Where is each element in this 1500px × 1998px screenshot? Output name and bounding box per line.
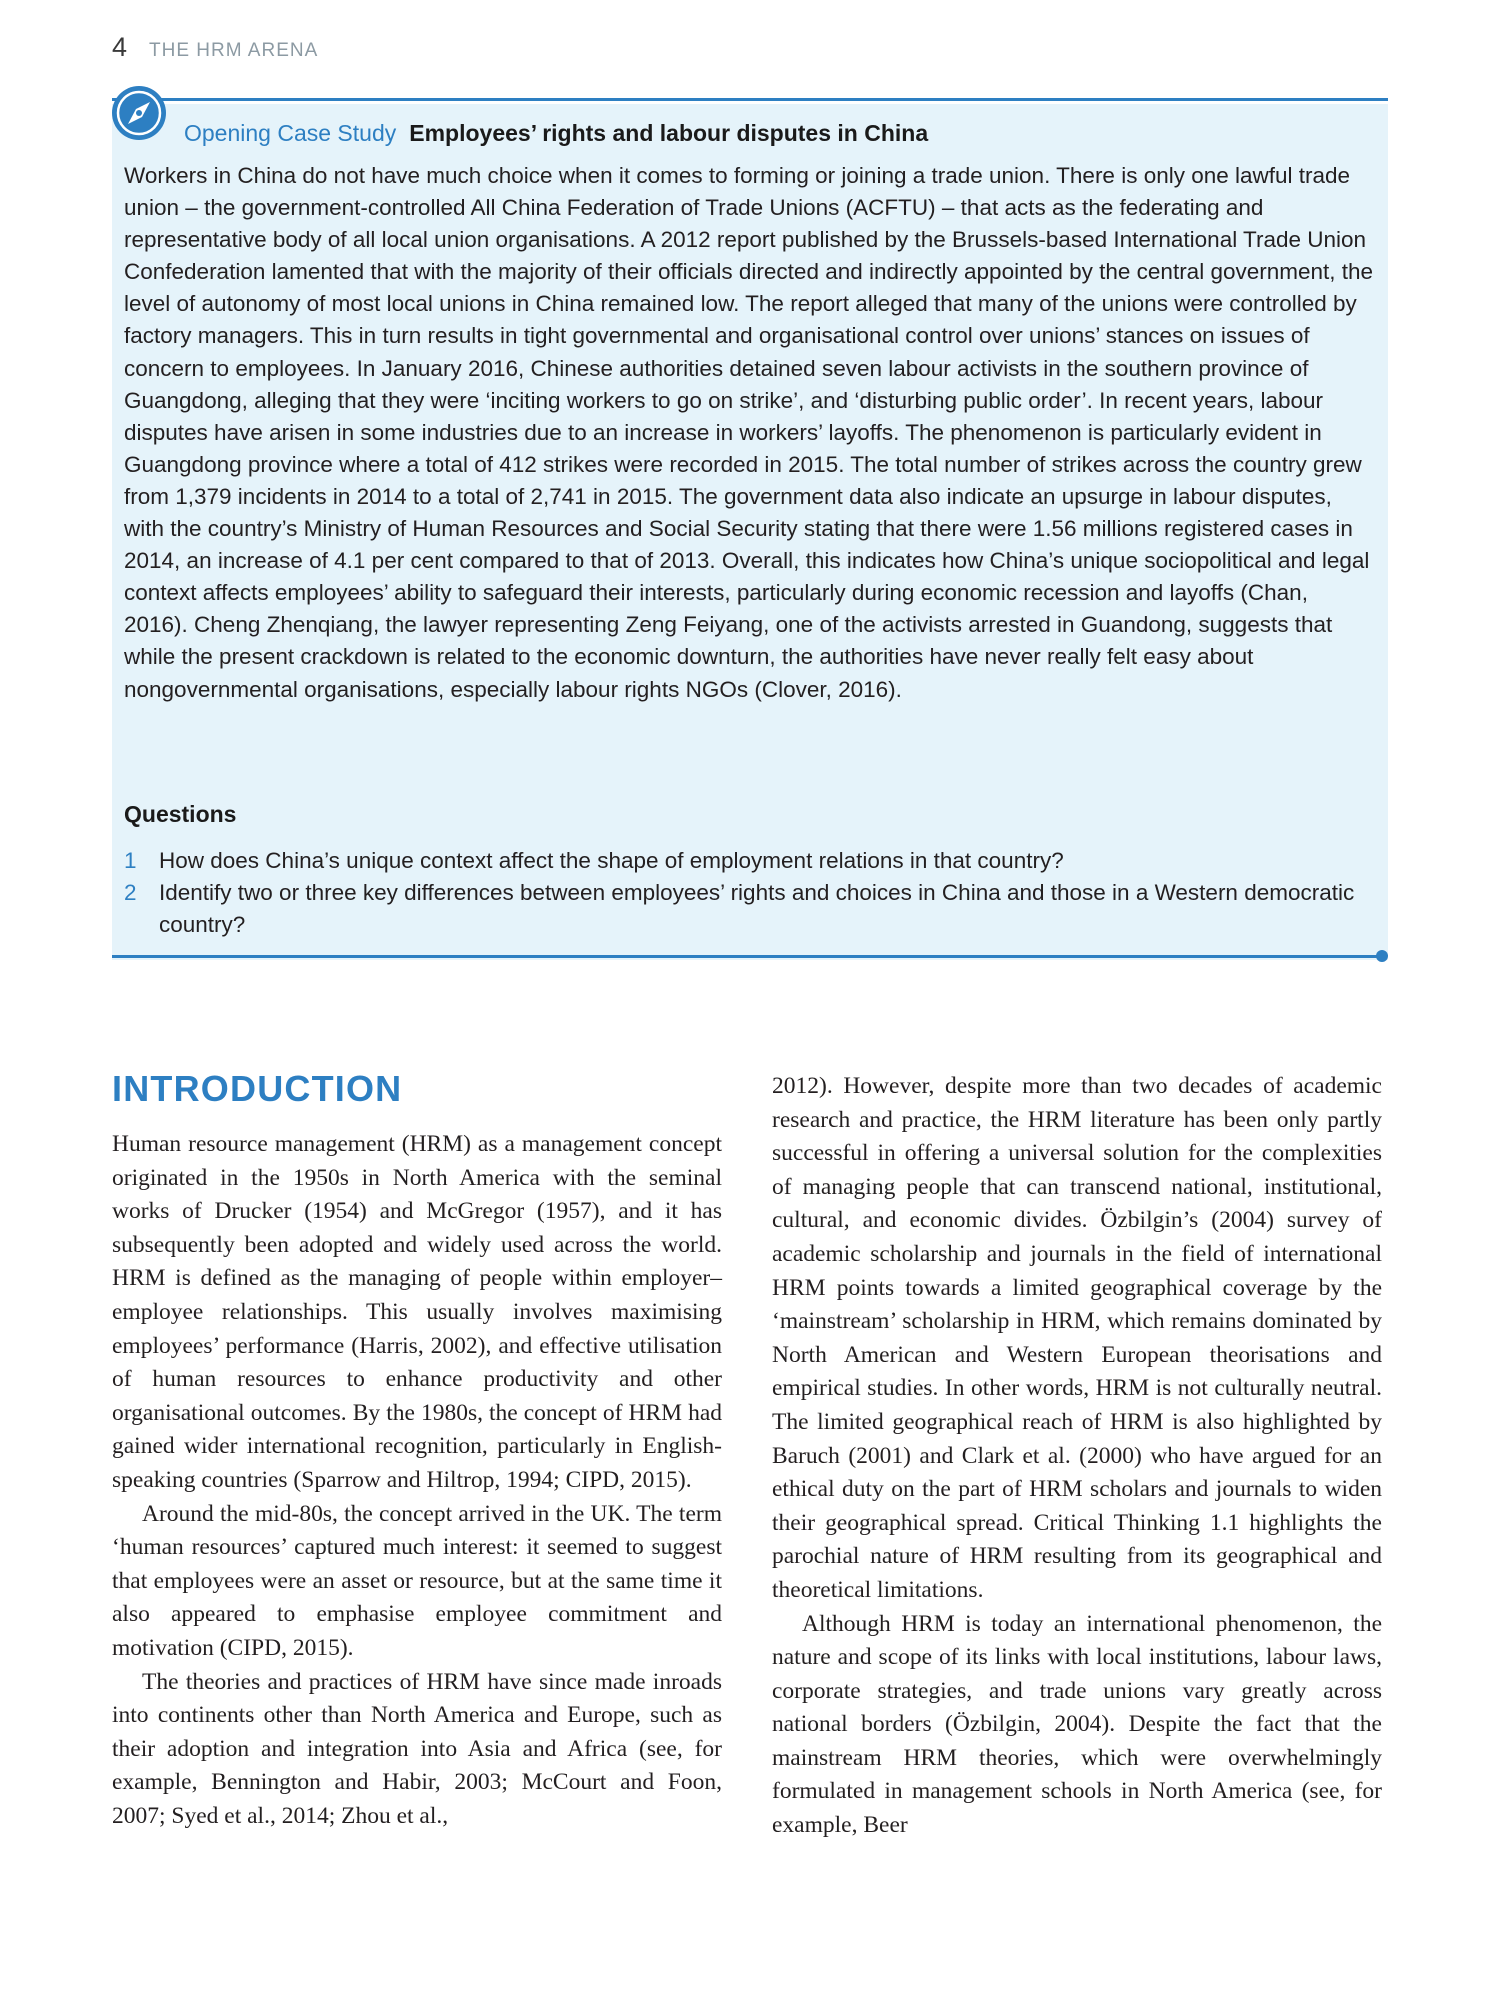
- case-study-end-dot: [1376, 950, 1388, 962]
- body-paragraph: 2012). However, despite more than two decades of academic research and practice, the HRM literature has been only partly successful in offering a universal solution for the complexities of managing people that can transcend national, institutional, cultural, and economic divides. Özbilgin’s (2004) survey of academic scholarship and journals in the field of international HRM points towards a limited geographical coverage by the ‘mainstream’ scholarship in HRM, which remains dominated by North American and Western European theorisations and empirical studies. In other words, HRM is not culturally neutral. The limited geographical reach of HRM is also highlighted by Baruch (2001) and Clark et al. (2000) who have argued for an ethical duty on the part of HRM scholars and journals to widen their geographical spread. Critical Thinking 1.1 highlights the parochial nature of HRM resulting from its geographical and theoretical limitations.: [772, 1073, 1382, 1603]
- case-study-title: Employees’ rights and labour disputes in China: [409, 120, 929, 146]
- question-text: How does China’s unique context affect the shape of employment relations in that country?: [159, 848, 1064, 873]
- question-item: [124, 877, 1374, 941]
- case-study-label: Opening Case Study: [184, 120, 397, 146]
- introduction-right-column: [772, 1070, 1382, 1843]
- running-head: [112, 32, 318, 63]
- case-study-bottom-rule: [112, 955, 1382, 958]
- body-paragraph: Although HRM is today an international phenomenon, the nature and scope of its links with local institutions, labour laws, corporate strategies, and trade unions vary greatly across national borders (Özbilgin, 2004). Despite the fact that the mainstream HRM theories, which were overwhelmingly formulated in management schools in North America (see, for example, Beer: [772, 1610, 1382, 1839]
- question-text: Identify two or three key differences between employees’ rights and choices in China and those in a Western democratic country?: [159, 880, 1355, 937]
- body-paragraph: Human resource management (HRM) as a management concept originated in the 1950s in North America with the seminal works of Drucker (1954) and McGregor (1957), and it has subsequently been adopted and widely used across the world. HRM is defined as the managing of people within employer–employee relationships. This usually involves maximising employees’ performance (Harris, 2002), and effective utilisation of human resources to enhance productivity and other organisational outcomes. By the 1980s, the concept of HRM had gained wider international recognition, particularly in English-speaking countries (Sparrow and Hiltrop, 1994; CIPD, 2015).: [112, 1131, 722, 1493]
- case-study-heading: [184, 120, 928, 147]
- running-head-section: THE HRM ARENA: [149, 40, 319, 61]
- body-paragraph: The theories and practices of HRM have since made inroads into continents other than North America and Europe, such as their adoption and integration into Asia and Africa (see, for example, Bennington and Habir, 2003; McCourt and Foon, 2007; Syed et al., 2014; Zhou et al.,: [112, 1668, 722, 1829]
- questions-heading: Questions: [124, 801, 237, 827]
- case-study-compass-icon: [108, 82, 170, 144]
- introduction-heading: INTRODUCTION: [112, 1068, 403, 1109]
- page-number: 4: [112, 32, 128, 62]
- introduction-left-column: [112, 1128, 722, 1833]
- question-number: 2: [124, 880, 137, 905]
- body-paragraph: Around the mid-80s, the concept arrived in the UK. The term ‘human resources’ captured much interest: it seemed to suggest that employees were an asset or resource, but at the same time it also appeared to emphasise employee commitment and motivation (CIPD, 2015).: [112, 1500, 722, 1661]
- case-study-body: Workers in China do not have much choice when it comes to forming or joining a trade union. There is only one lawful trade union – the government-controlled All China Federation of Trade Unions (ACFTU) – that acts as the federating and representative body of all local union organisations. A 2012 report published by the Brussels-based International Trade Union Confederation lamented that with the majority of their officials directed and indirectly appointed by the central government, the level of autonomy of most local unions in China remained low. The report alleged that many of the unions were controlled by factory managers. This in turn results in tight governmental and organisational control over unions’ stances on issues of concern to employees. In January 2016, Chinese authorities detained seven labour activists in the southern province of Guangdong, alleging that they were ‘inciting workers to go on strike’, and ‘disturbing public order’. In recent years, labour disputes have arisen in some industries due to an increase in workers’ layoffs. The phenomenon is particularly evident in Guangdong province where a total of 412 strikes were recorded in 2015. The total number of strikes across the country grew from 1,379 incidents in 2014 to a total of 2,741 in 2015. The government data also indicate an upsurge in labour disputes, with the country’s Ministry of Human Resources and Social Security stating that there were 1.56 millions registered cases in 2014, an increase of 4.1 per cent compared to that of 2013. Overall, this indicates how China’s unique sociopolitical and legal context affects employees’ ability to safeguard their interests, particularly during economic recession and layoffs (Chan, 2016). Cheng Zhenqiang, the lawyer representing Zeng Feiyang, one of the activists arrested in Guandong, suggests that while the present crackdown is related to the economic downturn, the authorities have never really felt easy about nongovernmental organisations, especially labour rights NGOs (Clover, 2016).: [124, 163, 1374, 702]
- questions-list: [124, 845, 1374, 941]
- question-number: 1: [124, 848, 137, 873]
- question-item: [124, 845, 1374, 877]
- case-study-top-rule: [112, 98, 1388, 101]
